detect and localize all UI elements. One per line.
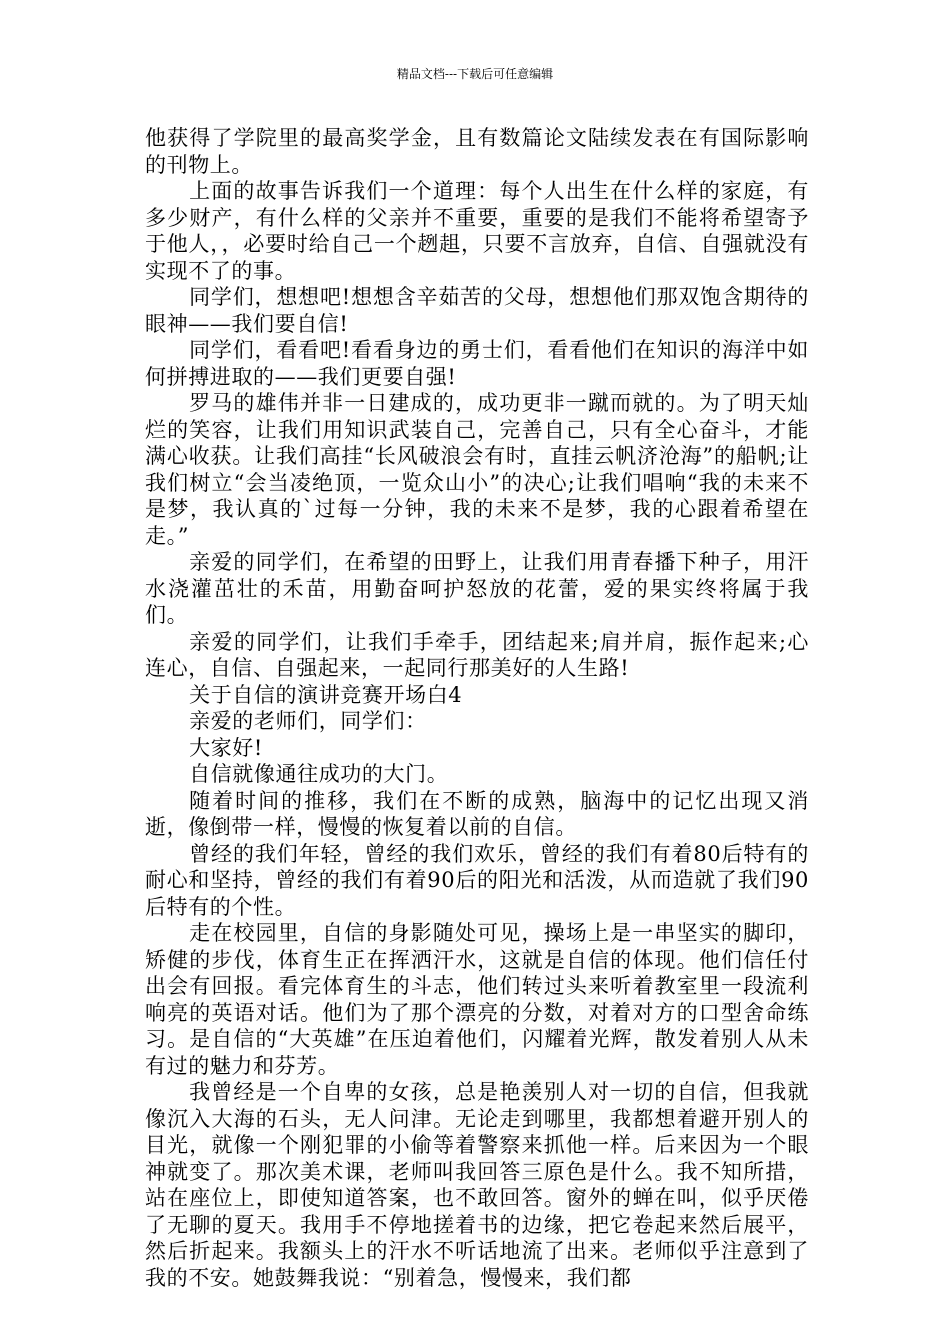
paragraph: 我曾经是一个自卑的女孩，总是艳羡别人对一切的自信，但我就像沉入大海的石头，无人问津。无论走到哪里，我都想着避开别人的目光，就像一个刚犯罪的小偷等着警察来抓他一样。后来因为一个眼神就变了。那次美术课，老师叫我回答三原色是什么。我不知所措，站在座位上，即使知道答案，也不敢回答。窗外的蝉在叫，似乎厌倦了无聊的夏天。我用手不停地搓着书的边缘，把它卷起来然后展平，然后折起来。我额头上的汗水不听话地流了出来。老师似乎注意到了我的不安。她鼓舞我说：“别着急，慢慢来，我们都 bbox=[145, 1080, 809, 1290]
paragraph: 上面的故事告诉我们一个道理：每个人出生在什么样的家庭，有多少财产，有什么样的父亲并不重要，重要的是我们不能将希望寄予于他人，，必要时给自己一个趔趄，只要不言放弃，自信、自强就没有实现不了的事。 bbox=[145, 179, 809, 283]
paragraph: 随着时间的推移，我们在不断的成熟，脑海中的记忆出现又消逝，像倒带一样，慢慢的恢复着以前的自信。 bbox=[145, 788, 809, 839]
paragraph: 同学们，想想吧!想想含辛茹苦的父母，想想他们那双饱含期待的眼神——我们要自信! bbox=[145, 285, 809, 336]
paragraph: 亲爱的同学们，让我们手牵手，团结起来;肩并肩，振作起来;心连心，自信、自强起来，一起同行那美好的人生路! bbox=[145, 629, 809, 680]
paragraph: 罗马的雄伟并非一日建成的，成功更非一蹴而就的。为了明天灿烂的笑容，让我们用知识武装自己，完善自己，只有全心奋斗，才能满心收获。让我们高挂“长风破浪会有时，直挂云帆济沧海”的船帆;让我们树立“会当凌绝顶，一览众山小”的决心;让我们唱响“我的未来不是梦，我认真的`过每一分钟，我的未来不是梦，我的心跟着希望在走。” bbox=[145, 391, 809, 548]
greeting: 大家好! bbox=[189, 735, 263, 760]
document-body bbox=[145, 125, 809, 1291]
salutation: 亲爱的老师们，同学们： bbox=[189, 709, 427, 733]
page-header: 精品文档---下载后可任意编辑 bbox=[396, 67, 554, 81]
paragraph: 走在校园里，自信的身影随处可见，操场上是一串坚实的脚印，矫健的步伐，体育生正在挥洒汗水，这就是自信的体现。他们信任付出会有回报。看完体育生的斗志，他们转过头来听着教室里一段流利响亮的英语对话。他们为了那个漂亮的分数，对着对方的口型舍命练习。是自信的“大英雄”在压迫着他们，闪耀着光辉，散发着别人从未有过的魅力和芬芳。 bbox=[145, 921, 809, 1078]
paragraph: 曾经的我们年轻，曾经的我们欢乐，曾经的我们有着80后特有的耐心和坚持，曾经的我们有着90后的阳光和活泼，从而造就了我们90后特有的个性。 bbox=[145, 841, 809, 919]
paragraph: 他获得了学院里的最高奖学金，且有数篇论文陆续发表在有国际影响的刊物上。 bbox=[145, 126, 809, 177]
paragraph: 亲爱的同学们，在希望的田野上，让我们用青春播下种子，用汗水浇灌茁壮的禾苗，用勤奋呵护怒放的花蕾，爱的果实终将属于我们。 bbox=[145, 550, 809, 627]
paragraph: 同学们，看看吧!看看身边的勇士们，看看他们在知识的海洋中如何拼搏进取的——我们更要自强! bbox=[145, 338, 809, 389]
section-title: 关于自信的演讲竞赛开场白4 bbox=[189, 682, 463, 707]
paragraph: 自信就像通往成功的大门。 bbox=[189, 762, 449, 786]
